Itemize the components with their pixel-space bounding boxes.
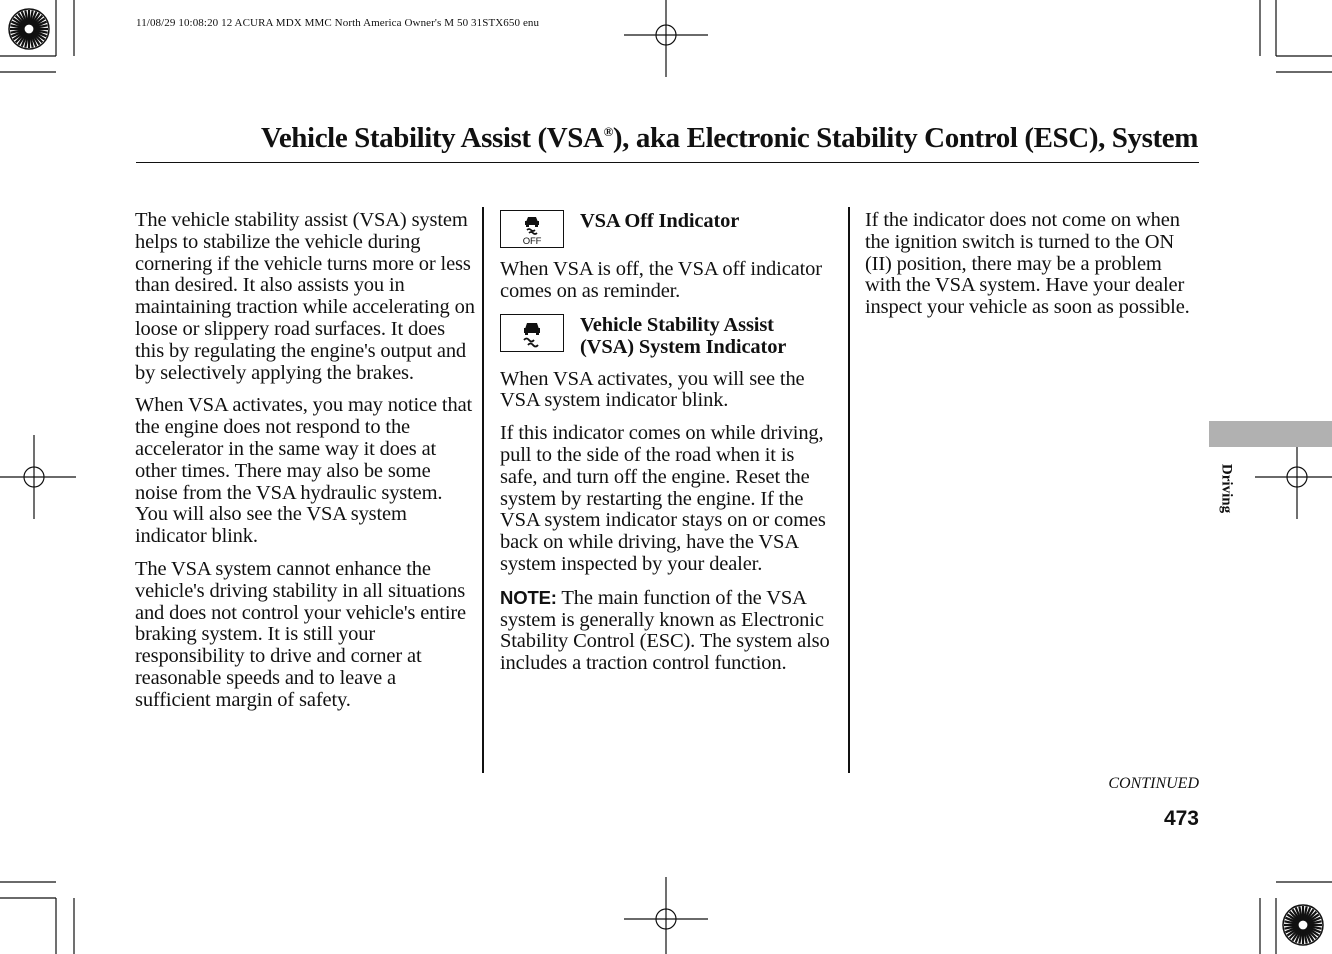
registered-mark: ® — [603, 124, 613, 139]
column-1 — [135, 210, 475, 723]
vsa-off-icon-text: OFF — [522, 236, 542, 245]
vsa-off-indicator-block — [500, 210, 836, 248]
vsa-system-icon-glyph — [518, 318, 546, 348]
column-2 — [500, 210, 836, 686]
vsa-off-icon — [500, 210, 564, 248]
vsa-off-icon-glyph — [518, 213, 546, 245]
page-number: 473 — [1163, 807, 1199, 830]
section-label: Driving — [1218, 463, 1235, 514]
col3-paragraph-1: If the indicator does not come on when the ignition switch is turned to the ON (II) position, there may be a problem with the VSA system. Have your dealer inspect your vehicle as soon as possible. — [865, 209, 1190, 319]
vsa-system-heading — [580, 314, 786, 358]
continued-label: CONTINUED — [1108, 775, 1199, 792]
col2-paragraph-1: When VSA is off, the VSA off indicator comes on as reminder. — [500, 258, 822, 302]
vsa-system-indicator-block — [500, 314, 836, 358]
print-info: 11/08/29 10:08:20 12 ACURA MDX MMC North America Owner's M 50 31STX650 enu — [136, 17, 540, 29]
vsa-system-heading-line-1: Vehicle Stability Assist — [580, 313, 774, 336]
vsa-system-heading-line-2: (VSA) System Indicator — [580, 335, 787, 358]
page-title — [136, 122, 1198, 155]
vsa-system-icon — [500, 314, 564, 352]
vsa-off-heading: VSA Off Indicator — [580, 210, 740, 232]
col1-paragraph-3: The VSA system cannot enhance the vehicle's driving stability in all situations and does not control your vehicle's entire braking system. It is still your responsibility to drive and corner at reasonable speeds and to leave a sufficient margin of safety. — [135, 557, 466, 711]
column-divider-1 — [482, 207, 484, 773]
title-part-2: ), aka Electronic Stability Control (ESC), System — [612, 122, 1198, 154]
section-tab — [1209, 421, 1332, 447]
note-label: NOTE: — [500, 586, 557, 608]
column-3 — [865, 210, 1200, 330]
col2-paragraph-2: When VSA activates, you will see the VSA system indicator blink. — [500, 367, 805, 412]
col1-paragraph-2: When VSA activates, you may notice that the engine does not respond to the accelerator in the same way it does at other times. There may also be some noise from the VSA hydraulic system. You will also see the VSA system indicator blink. — [135, 394, 473, 548]
col1-paragraph-1: The vehicle stability assist (VSA) system helps to stabilize the vehicle during cornering if the vehicle turns more or less than desired. It also assists you in maintaining traction while accelerating on loose or slippery road surfaces. It does this by regulating the engine's output and by selectively applying the brakes. — [135, 209, 475, 384]
col2-paragraph-3: If this indicator comes on while driving, pull to the side of the road when it is safe, and turn off the engine. Reset the system by restarting the engine. If the VSA system indicator stays on or comes back on while driving, have the VSA system inspected by your dealer. — [500, 422, 826, 575]
title-part-1: Vehicle Stability Assist (VSA — [260, 122, 604, 154]
note-text: The main function of the VSA system is generally known as Electronic Stability Control (ESC). The system also includes a traction control function. — [500, 586, 830, 675]
col2-note — [500, 587, 836, 675]
column-divider-2 — [848, 207, 850, 773]
title-rule — [136, 162, 1199, 163]
